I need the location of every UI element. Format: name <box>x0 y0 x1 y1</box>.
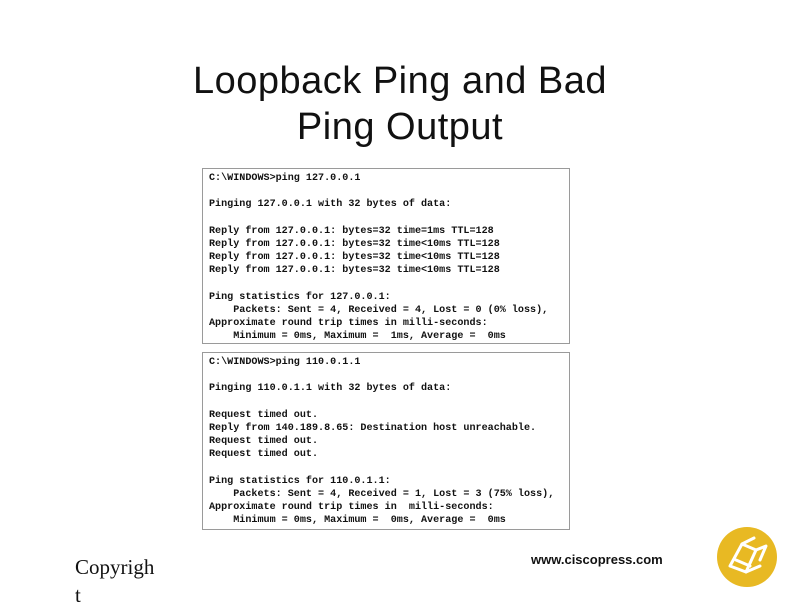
terminal-line: Pinging 127.0.0.1 with 32 bytes of data: <box>209 199 452 211</box>
slide-title-line2: Ping Output <box>296 106 504 148</box>
terminal-line: Pinging 110.0.1.1 with 32 bytes of data: <box>209 383 452 395</box>
slide-title <box>0 58 800 150</box>
terminal-line: Reply from 127.0.0.1: bytes=32 time=1ms TTL=128 <box>209 225 494 237</box>
terminal-line <box>209 462 563 475</box>
terminal-line <box>209 212 563 225</box>
terminal-line: Reply from 127.0.0.1: bytes=32 time<10ms TTL=128 <box>209 238 500 250</box>
terminal-line <box>209 185 563 198</box>
terminal-line <box>209 278 563 291</box>
terminal-line: Request timed out. <box>209 409 319 421</box>
terminal-line: Packets: Sent = 4, Received = 1, Lost = 3 (75% loss), <box>209 488 555 500</box>
terminal-line: Reply from 127.0.0.1: bytes=32 time<10ms TTL=128 <box>209 265 500 277</box>
bad-ping-output <box>202 352 570 530</box>
ciscopress-logo-icon <box>716 526 778 588</box>
terminal-line: Request timed out. <box>209 449 319 461</box>
terminal-line <box>209 369 563 382</box>
terminal-line: C:\WINDOWS>ping 127.0.0.1 <box>209 173 361 184</box>
terminal-line: Reply from 127.0.0.1: bytes=32 time<10ms TTL=128 <box>209 252 500 264</box>
terminal-line: Request timed out. <box>209 436 319 448</box>
terminal-line <box>209 396 563 409</box>
terminal-line: Minimum = 0ms, Maximum = 1ms, Average = 0ms <box>209 331 506 343</box>
terminal-line: Ping statistics for 127.0.0.1: <box>209 291 391 303</box>
terminal-line: Ping statistics for 110.0.1.1: <box>209 475 391 487</box>
slide-title-line1: Loopback Ping and Bad <box>192 60 608 102</box>
loopback-ping-output <box>202 168 570 344</box>
terminal-line: Reply from 140.189.8.65: Destination host unreachable. <box>209 422 537 434</box>
terminal-line: Minimum = 0ms, Maximum = 0ms, Average = 0ms <box>209 515 506 527</box>
terminal-line: C:\WINDOWS>ping 110.0.1.1 <box>209 357 361 368</box>
terminal-line: Approximate round trip times in milli-seconds: <box>209 502 494 514</box>
terminal-line: Packets: Sent = 4, Received = 4, Lost = 0 (0% loss), <box>209 304 549 316</box>
terminal-line: Approximate round trip times in milli-seconds: <box>209 318 488 330</box>
website-url: www.ciscopress.com <box>531 552 663 567</box>
copyright-text: Copyright <box>75 555 155 607</box>
